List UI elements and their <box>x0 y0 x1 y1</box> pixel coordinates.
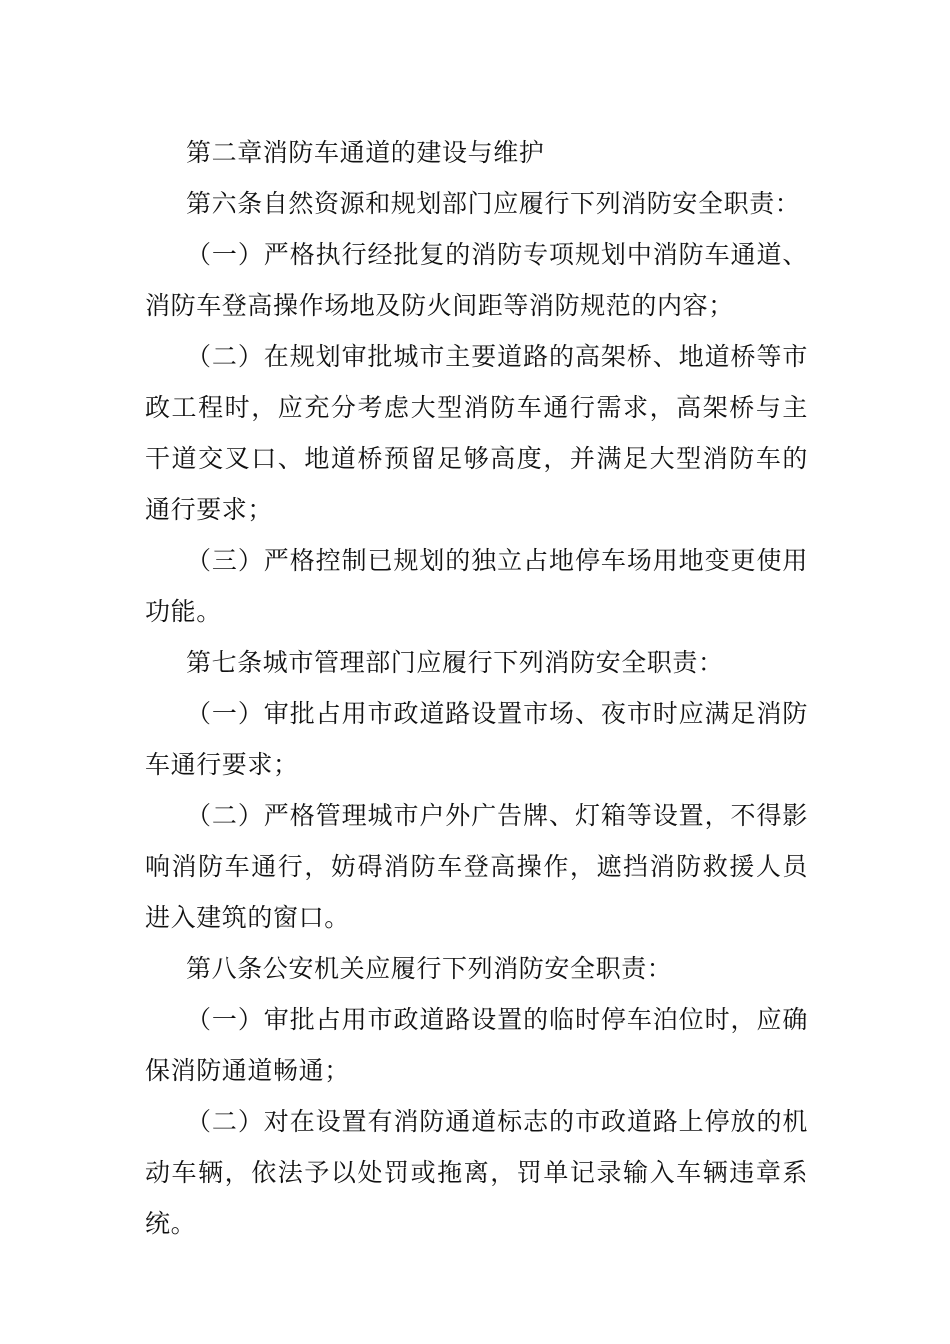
article-8-item-2: （二）对在设置有消防通道标志的市政道路上停放的机动车辆，依法予以处罚或拖离，罚单记录输入车辆违章系统。 <box>145 1107 808 1238</box>
article-7-item-2: （二）严格管理城市户外广告牌、灯箱等设置，不得影响消防车通行，妨碍消防车登高操作，遮挡消防救援人员进入建筑的窗口。 <box>145 801 808 932</box>
article-7-heading: 第七条城市管理部门应履行下列消防安全职责： <box>186 648 724 677</box>
chapter-heading: 第二章消防车通道的建设与维护 <box>186 138 545 167</box>
document-body <box>145 127 808 1249</box>
article-8-heading: 第八条公安机关应履行下列消防安全职责： <box>186 954 673 983</box>
article-7-item-1: （一）审批占用市政道路设置市场、夜市时应满足消防车通行要求； <box>145 699 808 779</box>
article-8-item-1: （一）审批占用市政道路设置的临时停车泊位时，应确保消防通道畅通； <box>145 1005 808 1085</box>
article-6-item-2: （二）在规划审批城市主要道路的高架桥、地道桥等市政工程时，应充分考虑大型消防车通行需求，高架桥与主干道交叉口、地道桥预留足够高度，并满足大型消防车的通行要求； <box>145 342 808 524</box>
article-6-item-3: （三）严格控制已规划的独立占地停车场用地变更使用功能。 <box>145 546 808 626</box>
article-6-heading: 第六条自然资源和规划部门应履行下列消防安全职责： <box>186 189 801 218</box>
article-6-item-1: （一）严格执行经批复的消防专项规划中消防车通道、消防车登高操作场地及防火间距等消防规范的内容； <box>145 240 808 320</box>
